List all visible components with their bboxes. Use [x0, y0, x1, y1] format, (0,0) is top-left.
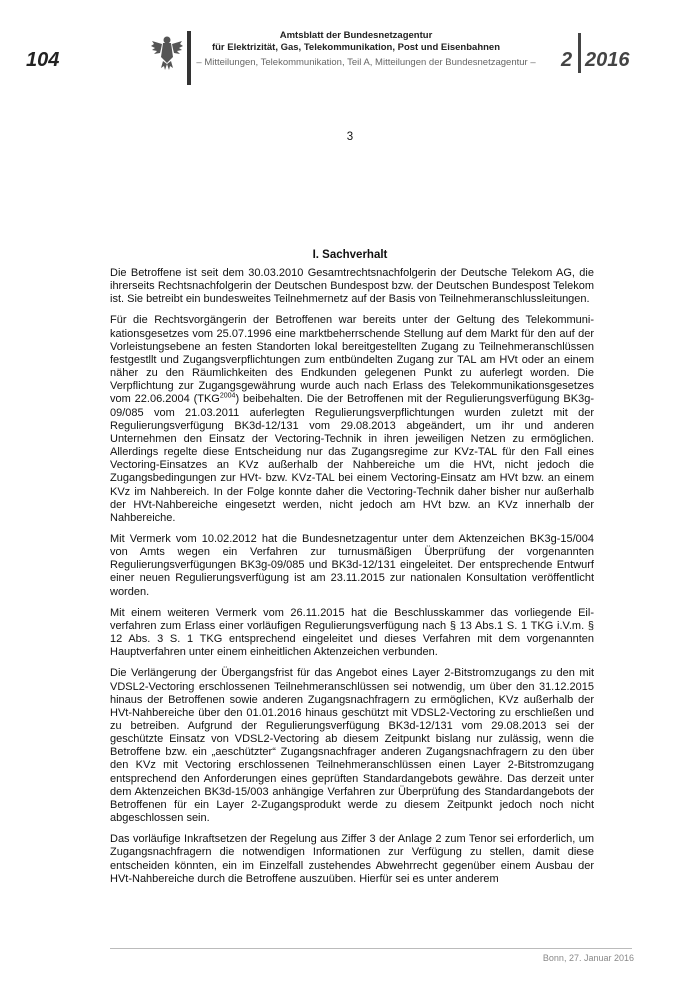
paragraph-text: Für die Rechtsvorgängerin der Betroffenen war bereits unter der Geltung des Telekommunikationsgesetzes vom 25.07.1996 eine marktbeherrschende Stellung auf dem Markt für den auf der Vorleistungsebene an festen Standorten lokal bereitgestellten Zugang zu Teilnehmeranschlüssen festgestllt und Zugangsverpflichtungen zum entbündelten Zugang zur TAL am HVt oder an einem näher zu den Räumlichkeiten des Endkunden gelegenen Punkt zu auferlegt worden. Die Verpflichtung zur Zugangsgewährung wurde auch nach Erlass des Telekommunikationsgesetzes vom 22.06.2004 (TKG	[110, 314, 594, 406]
paragraph: Die Verlängerung der Übergangsfrist für das Angebot eines Layer 2-Bitstromzugangs zu den mit VDSL2-Vectoring erschlossenen Teilnehmeranschlüssen sei notwendig, um über den 31.12.2015 hinaus der Betroffenen sowie anderen Zugangsnachfragern zu ermöglichen, KVz außerhalb der HVt-Nahbereiche über den 01.01.2016 hinaus geschützt mit VDSL2-Vectoring zu erschließen und zu betreiben. Aufgrund der Regulierungsverfügung BK3d-12/131 vom 29.08.2013 sei der geschützte Einsatz von VDSL2-Vectoring ab diesem Zeitpunkt bislang nur zulässig, wenn die Betroffene bzw. ein „aeschützter“ Zugangsnachfrager anderen Zugangsnachfragern zu den über den KVz mit Vectoring erschlossenen Teilnehmeranschlüssen einen Layer 2-Bitstromzugang entsprechend den Anforderungen eines geprüften Standardangebots gewähre. Das derzeit unter dem Aktenzeichen BK3d-15/003 anhängige Verfahren zur Überprüfung des Standardangebots der Betroffenen für ein Layer 2-Zugangsprodukt werde zu diesem Zeitpunkt jedoch noch nicht abgeschlossen sein.	[110, 667, 594, 825]
journal-title-line1: Amtsblatt der Bundesnetzagentur	[279, 30, 433, 41]
paragraph: Mit einem weiteren Vermerk vom 26.11.2015 hat die Beschlusskammer das vorliegende Eilverfahren zum Erlass einer vorläufigen Regulierungsverfügung nach § 13 Abs.1 S. 1 TKG i.V.m. § 12 Abs. 3 S. 1 TKG entsprechend eingeleitet und dieses Verfahren mit dem vorgenannten Hauptverfahren unter einem einheitlichen Aktenzeichen verbunden.	[110, 606, 594, 659]
paragraph: Mit Vermerk vom 10.02.2012 hat die Bundesnetzagentur unter dem Aktenzeichen BK3g-15/004 von Amts wegen ein Verfahren zur turnusmäßigen Überprüfung der vorgenannten Regulierungsverfügungen BK3g-09/085 und BK3d-12/131 eingeleitet. Der entsprechende Entwurf einer neuen Regulierungsverfügung ist am 23.11.2015 zur nationalen Konsultation veröffentlicht worden.	[110, 532, 594, 598]
paragraph	[110, 314, 594, 525]
journal-subtitle: – Mitteilungen, Telekommunikation, Teil A, Mitteilungen der Bundesnetzagentur –	[196, 57, 536, 68]
issue-year: 2016	[585, 49, 630, 71]
paragraph: Die Betroffene ist seit dem 30.03.2010 Gesamtrechtsnachfolgerin der Deutsche Telekom AG, die ihrerseits Rechtsnachfolgerin der Deutschen Bundespost bzw. der Deutschen Bundespost Telekom ist. Sie betreibt ein bundesweites Teilnehmernetz auf der Basis von Teilnehmeranschlussleitungen.	[110, 267, 594, 306]
issue-divider	[578, 33, 581, 73]
section-title: I. Sachverhalt	[312, 249, 388, 261]
journal-title-line2: für Elektrizität, Gas, Telekommunikation, Post und Eisenbahnen	[211, 42, 501, 53]
paragraph-text: ) beibehalten. Die der Betroffenen mit der Regulierungsverfügung BK3g-09/085 vom 21.03.2011 auferlegten Regulierungsverpflichtungen wurden zuletzt mit der Regulierungsverfügung BK3d-12/131 vom 29.08.2013 abgeändert, um ihr und anderen Unternehmen den Einsatz der Vectoring-Technik in ihren jeweiligen Netzen zu ermöglichen. Allerdings regelte diese Entscheidung nur das Zugangsregime zur KVz-TAL für den Fall eines Vectoring-Einsatzes an KVz außerhalb der Nahbereiche um die HVt, nicht jedoch die Zugangsbedingungen zur HVt- bzw. KVz-TAL bei einem Vectoring-Einsatz am HVt bzw. an einem KVz im Nahbereich. In der Folge konnte daher die Vectoring-Technik daher bisher nur außerhalb der HVt-Nahbereiche eingesetzt werden, nicht jedoch am HVt bzw. an KVz innerhalb der Nahbereiche.	[110, 393, 594, 524]
paragraph: Das vorläufige Inkraftsetzen der Regelung aus Ziffer 3 der Anlage 2 zum Tenor sei erforderlich, um Zugangsnachfragern die notwendigen Informationen zur Verfügung zu stellen, damit diese entscheiden könnten, ein im Einzelfall zustehendes Abwehrrecht gegenüber einem Ausbau der HVt-Nahbereiche durch die Betroffene auszuüben. Hierfür sei es unter anderem	[110, 833, 594, 885]
issue-number: 2	[561, 49, 573, 71]
document-body	[110, 267, 594, 894]
page-number: 104	[26, 49, 60, 71]
journal-title	[196, 30, 516, 54]
superscript: 2004	[219, 392, 236, 400]
footer-divider	[110, 948, 632, 949]
federal-eagle-icon	[151, 33, 183, 71]
header-divider	[187, 31, 191, 85]
document-page-number: 3	[346, 131, 354, 143]
footer-date: Bonn, 27. Januar 2016	[542, 953, 634, 963]
